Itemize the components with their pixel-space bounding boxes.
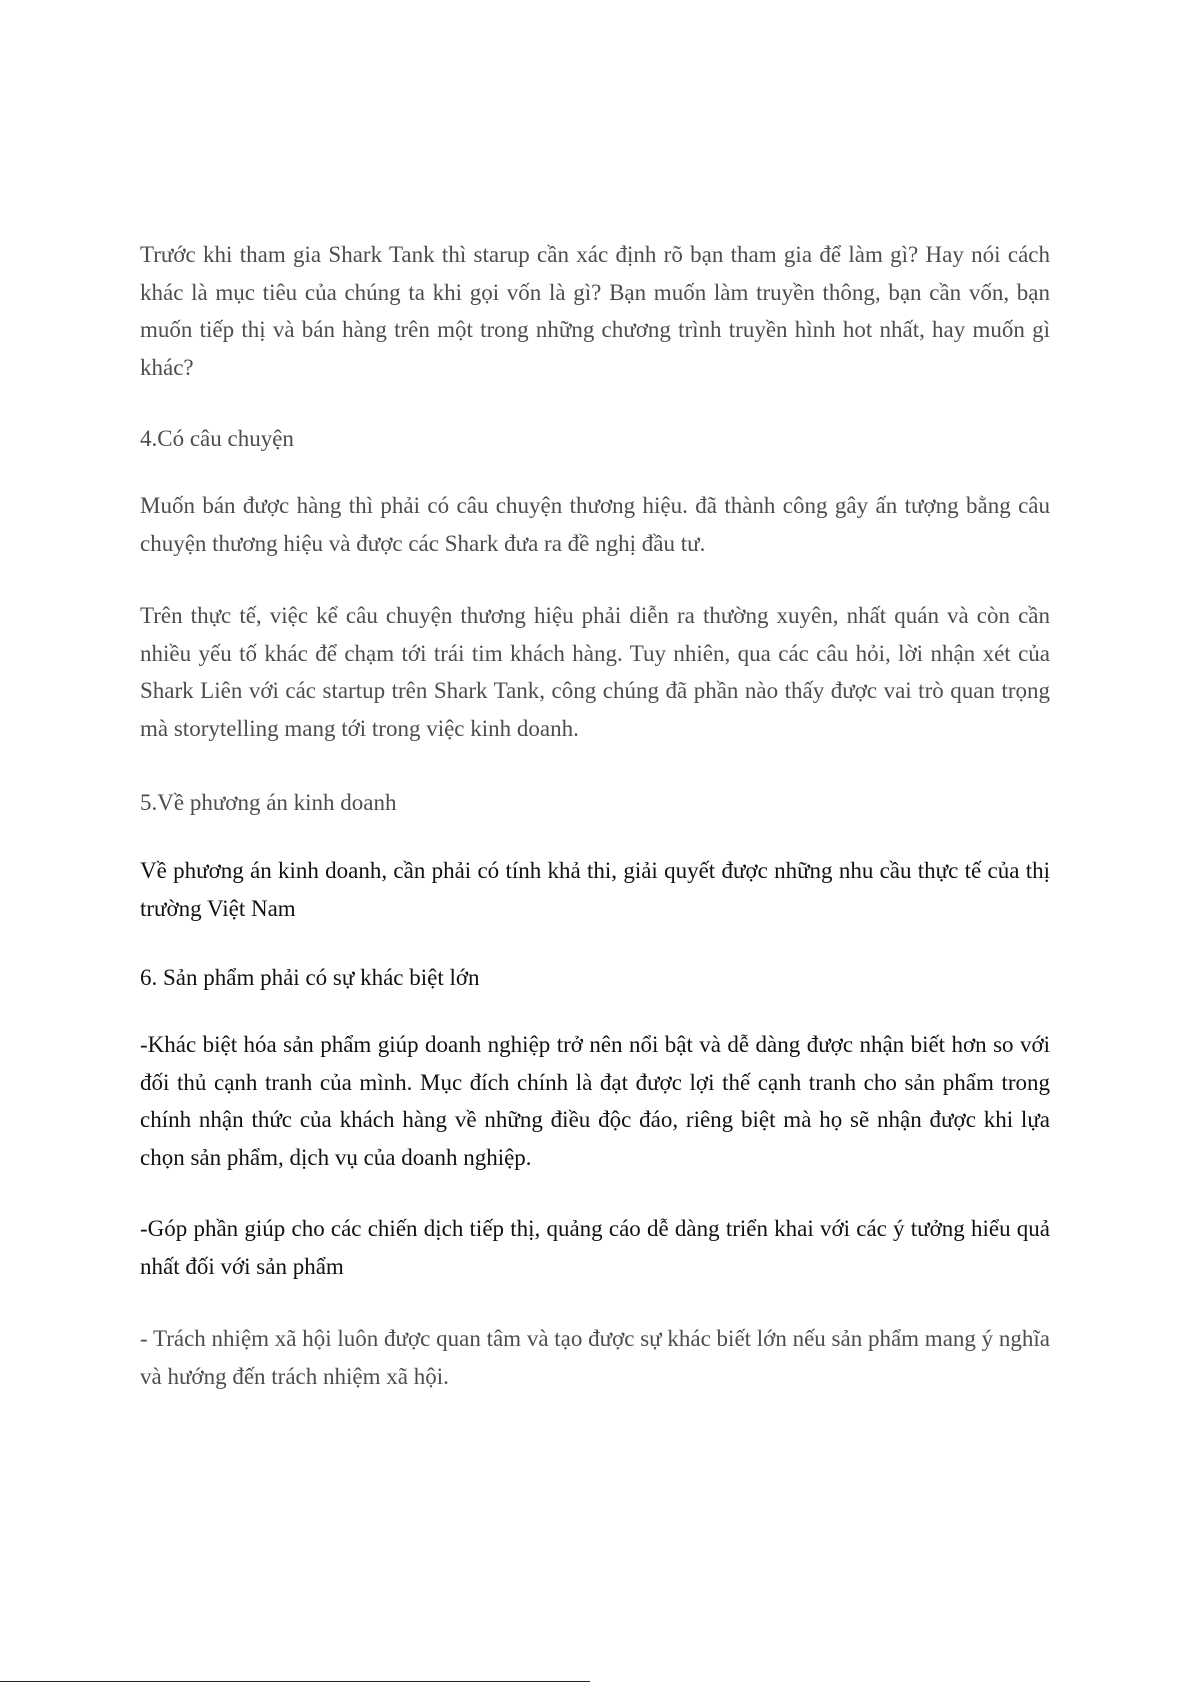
paragraph-business-plan: Về phương án kinh doanh, cần phải có tính khả thi, giải quyết được những nhu cầu thực tế của thị trường Việt Nam: [140, 858, 1050, 921]
footnote-divider: [0, 1681, 590, 1682]
heading-section-4: 4.Có câu chuyện: [140, 426, 294, 451]
paragraph-storytelling: Trên thực tế, việc kể câu chuyện thương hiệu phải diễn ra thường xuyên, nhất quán và còn cần nhiều yếu tố khác để chạm tới trái tim khách hàng. Tuy nhiên, qua các câu hỏi, lời nhận xét của Shark Liên với các startup trên Shark Tank, công chúng đã phần nào thấy được vai trò quan trọng mà storytelling mang tới trong việc kinh doanh.: [140, 603, 1050, 741]
heading-section-6: 6. Sản phẩm phải có sự khác biệt lớn: [140, 965, 480, 990]
paragraph-differentiation: -Khác biệt hóa sản phẩm giúp doanh nghiệp trở nên nổi bật và dễ dàng được nhận biết hơn so với đối thủ cạnh tranh của mình. Mục đích chính là đạt được lợi thế cạnh tranh cho sản phẩm trong chính nhận thức của khách hàng về những điều độc đáo, riêng biệt mà họ sẽ nhận được khi lựa chọn sản phẩm, dịch vụ của doanh nghiệp.: [140, 1032, 1050, 1170]
paragraph-shark-tank-goal: Trước khi tham gia Shark Tank thì starup cần xác định rõ bạn tham gia để làm gì? Hay nói cách khác là mục tiêu của chúng ta khi gọi vốn là gì? Bạn muốn làm truyền thông, bạn cần vốn, bạn muốn tiếp thị và bán hàng trên một trong những chương trình truyền hình hot nhất, hay muốn gì khác?: [140, 242, 1050, 380]
paragraph-marketing: -Góp phần giúp cho các chiến dịch tiếp thị, quảng cáo dễ dàng triển khai với các ý tưởng hiểu quả nhất đối với sản phẩm: [140, 1216, 1050, 1279]
paragraph-social-responsibility: - Trách nhiệm xã hội luôn được quan tâm và tạo được sự khác biết lớn nếu sản phẩm mang ý nghĩa và hướng đến trách nhiệm xã hội.: [140, 1326, 1051, 1389]
heading-section-5: 5.Về phương án kinh doanh: [140, 790, 397, 815]
paragraph-brand-story: Muốn bán được hàng thì phải có câu chuyện thương hiệu. đã thành công gây ấn tượng bằng câu chuyện thương hiệu và được các Shark đưa ra đề nghị đầu tư.: [140, 493, 1050, 556]
